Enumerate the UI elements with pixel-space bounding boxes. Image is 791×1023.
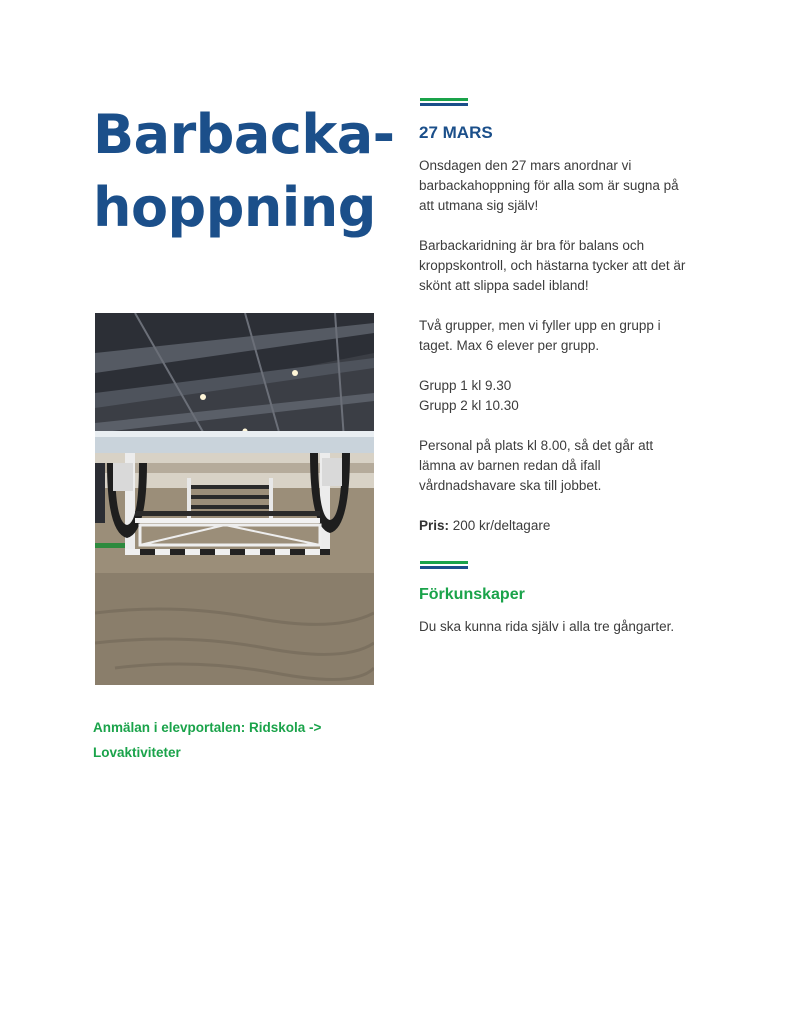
price-paragraph: [419, 516, 719, 536]
benefits-paragraph: [419, 236, 719, 296]
page-title-line-2: hoppning: [93, 176, 376, 239]
accent-divider-top: [420, 98, 468, 106]
text-line: lämna av barnen redan då ifall: [419, 458, 601, 473]
price-label: Pris:: [419, 518, 450, 533]
riding-arena-photo: [95, 313, 374, 685]
accent-divider-bottom: [420, 561, 468, 569]
groups-paragraph: [419, 316, 719, 356]
signup-line-1: Anmälan i elevportalen: Ridskola ->: [93, 720, 322, 735]
event-description: [419, 156, 719, 556]
text-line: att utmana sig själv!: [419, 198, 539, 213]
text-line: vårdnadshavare ska till jobbet.: [419, 478, 602, 493]
event-date-heading: 27 MARS: [419, 123, 493, 142]
signup-line-2: Lovaktiviteter: [93, 745, 181, 760]
page-title: [93, 98, 393, 244]
text-line: skönt att slippa sadel ibland!: [419, 278, 589, 293]
intro-paragraph: [419, 156, 719, 216]
text-line: kroppskontroll, och hästarna tycker att det är: [419, 258, 686, 273]
text-line: barbackahoppning för alla som är sugna på: [419, 178, 679, 193]
group-1-time: Grupp 1 kl 9.30: [419, 378, 512, 393]
price-value: 200 kr/deltagare: [449, 518, 551, 533]
times-paragraph: [419, 376, 719, 416]
group-2-time: Grupp 2 kl 10.30: [419, 398, 519, 413]
text-line: Personal på plats kl 8.00, så det går att: [419, 438, 654, 453]
prerequisites-text: Du ska kunna rida själv i alla tre gångarter.: [419, 619, 675, 634]
text-line: Två grupper, men vi fyller upp en grupp i: [419, 318, 661, 333]
text-line: Onsdagen den 27 mars anordnar vi: [419, 158, 632, 173]
staff-paragraph: [419, 436, 719, 496]
signup-instruction[interactable]: [93, 715, 373, 765]
text-line: taget. Max 6 elever per grupp.: [419, 338, 600, 353]
page-title-line-1: Barbacka-: [93, 103, 395, 166]
text-line: Barbackaridning är bra för balans och: [419, 238, 645, 253]
prerequisites-heading: Förkunskaper: [419, 586, 525, 603]
